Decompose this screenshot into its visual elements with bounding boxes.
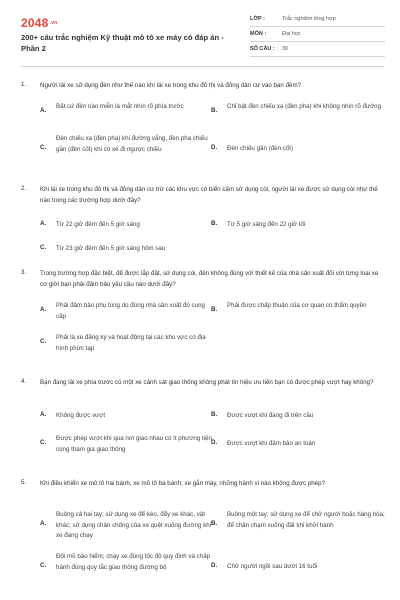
option-text: Phải đảm bảo phụ tùng do đúng nhà sản xuất đó cung cấp <box>56 302 205 320</box>
option-letter: D. <box>211 439 218 446</box>
option-text: Được vượt khi đảm bảo an toàn <box>227 440 316 447</box>
meta-value: Đại học <box>282 31 301 37</box>
option-text: Từ 23 giờ đêm đến 5 giờ sáng hôm sau <box>56 245 166 252</box>
option-text: Phải được chấp thuận của cơ quan có thẩm quyền <box>227 302 367 309</box>
option-letter: B. <box>211 520 218 527</box>
document-title: 200+ câu trắc nghiệm Kỹ thuật mô tô xe máy có đáp án - Phần 2 <box>21 33 224 53</box>
option-letter: C. <box>40 338 47 345</box>
question-number: 4. <box>21 378 27 385</box>
option-letter: A. <box>40 107 47 114</box>
option-letter: C. <box>40 439 47 446</box>
meta-value: 30 <box>282 46 289 52</box>
question-text: Trong trường hợp đặc biệt, để được lắp đặt, sử dụng còi, đèn không đúng với thiết kế của nhà sản xuất đối với từng loại xe cơ giới bạn phải đảm bảo yêu cầu nào dưới đây? <box>40 270 379 288</box>
question-number: 1. <box>21 81 27 88</box>
document-header <box>0 0 400 66</box>
option-text: Phải là xe đăng ký và hoạt động tại các khu vực có địa hình phức tạp <box>56 334 206 352</box>
option-text: Chỉ bật đèn chiếu xa (đèn pha) khi không nhìn rõ đường <box>227 103 382 110</box>
option-letter: B. <box>211 220 218 227</box>
option-text: Từ 22 giờ đêm đến 5 giờ sáng <box>56 221 140 228</box>
option-text: Đèn chiếu gần (đèn cốt) <box>227 145 294 152</box>
option-text: Không được vượt <box>56 412 106 419</box>
question-number: 3. <box>21 269 27 276</box>
question-text: Khi lái xe trong khu đô thị và đông dân cư trừ các khu vực có biển cấm sử dụng còi, người lái xe được sử dụng còi như thế nào trong các trường hợp dưới đây? <box>40 186 378 204</box>
question-number: 5. <box>21 479 27 486</box>
meta-row-count <box>250 42 385 57</box>
meta-table <box>250 12 385 57</box>
option-letter: A. <box>40 220 47 227</box>
question-number: 2. <box>21 185 27 192</box>
question-text: Bạn đang lái xe phía trước có một xe cảnh sát giao thông không phát tín hiệu ưu tiên bạn có được phép vượt hay không? <box>40 379 374 386</box>
meta-label: SỐ CÂU : <box>250 46 275 52</box>
option-text: Buông cả hai tay; sử dụng xe để kéo, đẩy xe khác, vật khác; sử dụng chân chống của xe quệt xuống đường khi xe đang chạy <box>56 511 212 539</box>
meta-row-subject <box>250 27 385 42</box>
meta-label: LỚP : <box>250 16 265 22</box>
option-letter: B. <box>211 306 218 313</box>
option-letter: D. <box>211 144 218 151</box>
option-text: Bất cứ đèn nào miễn là mắt nhìn rõ phía trước <box>56 103 184 110</box>
option-text: Đèn chiếu xa (đèn pha) khi đường vắng, đèn pha chiếu gần (đèn cốt) khi có xe đi ngược chiều <box>56 135 208 153</box>
question-text: Người lái xe sử dụng đèn như thế nào khi lái xe trong khu đô thị và đông dân cư vào ban đêm? <box>40 82 302 89</box>
option-letter: C. <box>40 144 47 151</box>
option-text: Chở người ngồi sau dưới 16 tuổi <box>227 563 318 570</box>
option-letter: C. <box>40 244 47 251</box>
logo-suffix: .vn <box>49 20 58 26</box>
meta-value: Trắc nghiệm tổng hợp <box>282 16 336 22</box>
option-letter: A. <box>40 411 47 418</box>
meta-label: MÔN : <box>250 31 267 37</box>
option-letter: A. <box>40 520 47 527</box>
question-text: Khi điều khiển xe mô tô hai bánh, xe mô tô ba bánh, xe gắn máy, những hành vi nào không được phép? <box>40 480 326 487</box>
option-letter: B. <box>211 107 218 114</box>
meta-row-class <box>250 12 385 27</box>
option-letter: D. <box>211 562 218 569</box>
header-divider <box>21 66 384 67</box>
option-text: Được phép vượt khi qua nơi giao nhau có ít phương tiện cùng tham gia giao thông <box>56 435 212 453</box>
option-text: Đội mũ bảo hiểm; chạy xe đúng tốc độ quy định và chấp hành đúng quy tắc giao thông đường bộ <box>56 553 211 571</box>
option-letter: B. <box>211 411 218 418</box>
option-letter: C. <box>40 562 47 569</box>
option-text: Buông một tay; sử dụng xe để chở người hoặc hàng hóa; để chân chạm xuống đất khi khởi hành <box>227 511 385 529</box>
logo-text: 2048 <box>21 16 49 30</box>
site-logo[interactable] <box>21 16 57 30</box>
option-letter: A. <box>40 306 47 313</box>
option-text: Từ 5 giờ sáng đến 22 giờ tối <box>227 221 306 228</box>
option-text: Được vượt khi đang đi trên cầu <box>227 412 314 419</box>
